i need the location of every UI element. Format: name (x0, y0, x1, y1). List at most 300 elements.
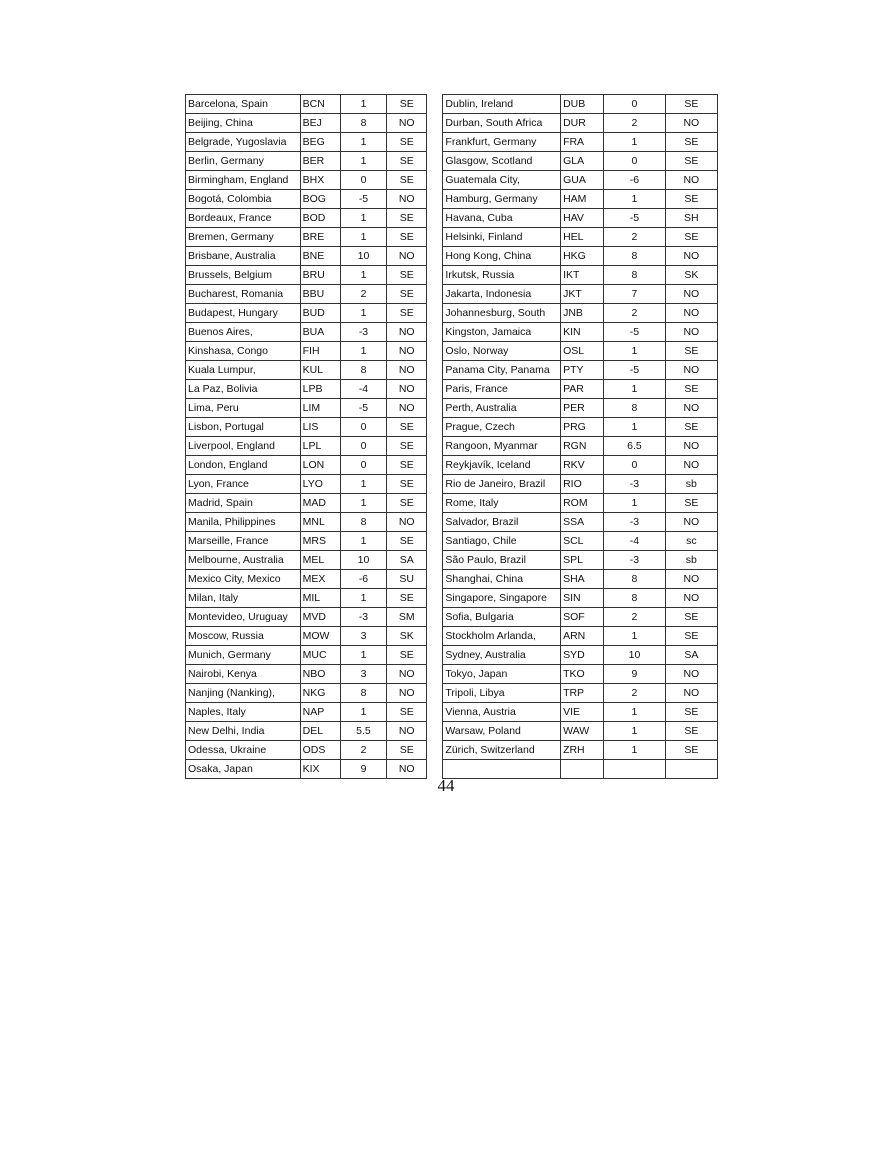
column-gap (427, 171, 443, 190)
left-region-code: NO (387, 665, 427, 684)
table-row (186, 190, 718, 209)
right-city-code: WAW (561, 722, 604, 741)
table-row (186, 494, 718, 513)
right-region-code: NO (665, 247, 717, 266)
left-city-code: LIM (300, 399, 340, 418)
right-region-code: SK (665, 266, 717, 285)
right-region-code: SE (665, 627, 717, 646)
left-city-code: BEG (300, 133, 340, 152)
right-region-code: SE (665, 190, 717, 209)
right-utc-offset: 1 (604, 494, 665, 513)
right-city-code: GUA (561, 171, 604, 190)
left-city-name: Naples, Italy (186, 703, 301, 722)
right-city-name: Prague, Czech (443, 418, 561, 437)
column-gap (427, 266, 443, 285)
right-city-code: PER (561, 399, 604, 418)
left-utc-offset: 8 (340, 684, 386, 703)
left-city-code: NAP (300, 703, 340, 722)
right-city-name: Shanghai, China (443, 570, 561, 589)
right-city-code: SHA (561, 570, 604, 589)
right-region-code: NO (665, 456, 717, 475)
table-row (186, 285, 718, 304)
right-city-code: TRP (561, 684, 604, 703)
right-city-code: JKT (561, 285, 604, 304)
left-city-name: Lima, Peru (186, 399, 301, 418)
right-city-code: SCL (561, 532, 604, 551)
column-gap (427, 703, 443, 722)
left-region-code: SE (387, 266, 427, 285)
table-row (186, 608, 718, 627)
left-city-code: BHX (300, 171, 340, 190)
left-city-code: LON (300, 456, 340, 475)
right-utc-offset: 8 (604, 570, 665, 589)
right-city-code: DUB (561, 95, 604, 114)
left-city-code: LIS (300, 418, 340, 437)
right-city-name: Helsinki, Finland (443, 228, 561, 247)
right-city-name: Panama City, Panama (443, 361, 561, 380)
column-gap (427, 722, 443, 741)
table-row (186, 133, 718, 152)
right-city-name: Johannesburg, South (443, 304, 561, 323)
table-row (186, 665, 718, 684)
left-utc-offset: 1 (340, 133, 386, 152)
right-region-code: SE (665, 380, 717, 399)
right-region-code: NO (665, 665, 717, 684)
left-region-code: SE (387, 95, 427, 114)
left-city-code: DEL (300, 722, 340, 741)
right-utc-offset: 1 (604, 627, 665, 646)
left-utc-offset: 8 (340, 114, 386, 133)
right-utc-offset: 1 (604, 703, 665, 722)
right-city-name: Rome, Italy (443, 494, 561, 513)
right-region-code: SE (665, 608, 717, 627)
right-city-code: ZRH (561, 741, 604, 760)
left-city-name: Bremen, Germany (186, 228, 301, 247)
left-city-name: Marseille, France (186, 532, 301, 551)
right-region-code: NO (665, 684, 717, 703)
left-utc-offset: 0 (340, 171, 386, 190)
left-region-code: NO (387, 114, 427, 133)
right-region-code: SA (665, 646, 717, 665)
right-utc-offset: 8 (604, 247, 665, 266)
left-city-name: Osaka, Japan (186, 760, 301, 779)
left-region-code: SE (387, 418, 427, 437)
right-city-name: Durban, South Africa (443, 114, 561, 133)
right-city-name: Sydney, Australia (443, 646, 561, 665)
left-utc-offset: 3 (340, 665, 386, 684)
column-gap (427, 494, 443, 513)
table-row (186, 247, 718, 266)
right-city-name: Reykjavík, Iceland (443, 456, 561, 475)
right-utc-offset: 2 (604, 304, 665, 323)
right-city-code: SYD (561, 646, 604, 665)
right-city-name: Salvador, Brazil (443, 513, 561, 532)
left-city-name: Manila, Philippines (186, 513, 301, 532)
right-utc-offset: -5 (604, 209, 665, 228)
left-region-code: NO (387, 380, 427, 399)
right-city-name: Havana, Cuba (443, 209, 561, 228)
column-gap (427, 684, 443, 703)
left-utc-offset: 1 (340, 209, 386, 228)
right-utc-offset: -4 (604, 532, 665, 551)
left-region-code: SE (387, 703, 427, 722)
right-city-code: KIN (561, 323, 604, 342)
column-gap (427, 608, 443, 627)
left-utc-offset: 2 (340, 741, 386, 760)
left-utc-offset: 0 (340, 437, 386, 456)
right-city-code: FRA (561, 133, 604, 152)
right-utc-offset: 9 (604, 665, 665, 684)
left-city-code: BCN (300, 95, 340, 114)
column-gap (427, 190, 443, 209)
right-city-name: Glasgow, Scotland (443, 152, 561, 171)
left-city-name: New Delhi, India (186, 722, 301, 741)
column-gap (427, 285, 443, 304)
left-utc-offset: 1 (340, 475, 386, 494)
left-city-name: Madrid, Spain (186, 494, 301, 513)
column-gap (427, 437, 443, 456)
column-gap (427, 209, 443, 228)
left-utc-offset: 1 (340, 228, 386, 247)
right-city-name: Irkutsk, Russia (443, 266, 561, 285)
left-city-name: Odessa, Ukraine (186, 741, 301, 760)
right-region-code: SE (665, 703, 717, 722)
column-gap (427, 247, 443, 266)
table-row (186, 361, 718, 380)
right-city-code: GLA (561, 152, 604, 171)
left-region-code: SE (387, 285, 427, 304)
column-gap (427, 152, 443, 171)
left-city-name: London, England (186, 456, 301, 475)
right-city-name: Warsaw, Poland (443, 722, 561, 741)
left-city-name: Bucharest, Romania (186, 285, 301, 304)
right-region-code: SE (665, 342, 717, 361)
table-row (186, 114, 718, 133)
column-gap (427, 114, 443, 133)
right-utc-offset: 6.5 (604, 437, 665, 456)
left-city-name: Kinshasa, Congo (186, 342, 301, 361)
left-city-name: Barcelona, Spain (186, 95, 301, 114)
left-region-code: SE (387, 133, 427, 152)
left-city-name: Nairobi, Kenya (186, 665, 301, 684)
right-city-name: Singapore, Singapore (443, 589, 561, 608)
left-city-code: BBU (300, 285, 340, 304)
left-city-code: NKG (300, 684, 340, 703)
left-city-code: BEJ (300, 114, 340, 133)
left-region-code: NO (387, 513, 427, 532)
left-region-code: SE (387, 589, 427, 608)
right-city-code: HEL (561, 228, 604, 247)
left-city-code: KUL (300, 361, 340, 380)
right-city-code: DUR (561, 114, 604, 133)
left-city-code: LPB (300, 380, 340, 399)
right-utc-offset: 1 (604, 722, 665, 741)
right-city-name: Vienna, Austria (443, 703, 561, 722)
table-row (186, 570, 718, 589)
right-city-code: TKO (561, 665, 604, 684)
right-utc-offset: 1 (604, 380, 665, 399)
left-city-code: BOD (300, 209, 340, 228)
left-region-code: NO (387, 399, 427, 418)
right-city-name: Sofia, Bulgaria (443, 608, 561, 627)
left-utc-offset: 10 (340, 247, 386, 266)
table-row (186, 418, 718, 437)
right-city-code: RGN (561, 437, 604, 456)
right-city-name: Zürich, Switzerland (443, 741, 561, 760)
left-utc-offset: 5.5 (340, 722, 386, 741)
column-gap (427, 456, 443, 475)
left-city-code: KIX (300, 760, 340, 779)
right-city-code: RKV (561, 456, 604, 475)
left-city-code: LYO (300, 475, 340, 494)
right-city-name: Rangoon, Myanmar (443, 437, 561, 456)
right-city-code: ROM (561, 494, 604, 513)
right-city-code: JNB (561, 304, 604, 323)
column-gap (427, 570, 443, 589)
column-gap (427, 665, 443, 684)
left-city-code: BUD (300, 304, 340, 323)
left-region-code: SE (387, 646, 427, 665)
column-gap (427, 304, 443, 323)
right-city-code: HAM (561, 190, 604, 209)
column-gap (427, 589, 443, 608)
left-region-code: SE (387, 304, 427, 323)
right-city-code: SIN (561, 589, 604, 608)
right-city-name: Guatemala City, (443, 171, 561, 190)
right-region-code: sb (665, 551, 717, 570)
right-city-name: Hong Kong, China (443, 247, 561, 266)
left-city-code: LPL (300, 437, 340, 456)
right-region-code: NO (665, 589, 717, 608)
right-city-code: IKT (561, 266, 604, 285)
right-region-code: SE (665, 152, 717, 171)
left-utc-offset: 2 (340, 285, 386, 304)
left-city-name: Belgrade, Yugoslavia (186, 133, 301, 152)
right-utc-offset: 2 (604, 228, 665, 247)
right-utc-offset: -5 (604, 361, 665, 380)
right-utc-offset: 1 (604, 133, 665, 152)
right-city-name: Oslo, Norway (443, 342, 561, 361)
right-utc-offset: 1 (604, 741, 665, 760)
right-utc-offset: 8 (604, 399, 665, 418)
table-row (186, 171, 718, 190)
left-city-name: Nanjing (Nanking), (186, 684, 301, 703)
right-city-code: VIE (561, 703, 604, 722)
column-gap (427, 646, 443, 665)
left-utc-offset: 0 (340, 456, 386, 475)
left-utc-offset: 1 (340, 304, 386, 323)
table-row (186, 551, 718, 570)
right-city-code: PTY (561, 361, 604, 380)
left-city-code: MNL (300, 513, 340, 532)
left-city-code: MEL (300, 551, 340, 570)
left-city-name: Brussels, Belgium (186, 266, 301, 285)
table-row (186, 475, 718, 494)
right-utc-offset: 10 (604, 646, 665, 665)
right-city-name: São Paulo, Brazil (443, 551, 561, 570)
left-city-code: MAD (300, 494, 340, 513)
table-row (186, 722, 718, 741)
column-gap (427, 532, 443, 551)
left-utc-offset: -3 (340, 323, 386, 342)
right-utc-offset: 0 (604, 95, 665, 114)
right-city-name: Jakarta, Indonesia (443, 285, 561, 304)
right-region-code: NO (665, 285, 717, 304)
left-city-code: BUA (300, 323, 340, 342)
right-city-name: Tokyo, Japan (443, 665, 561, 684)
column-gap (427, 342, 443, 361)
right-city-code: SSA (561, 513, 604, 532)
table-row (186, 703, 718, 722)
left-city-name: Kuala Lumpur, (186, 361, 301, 380)
left-city-name: Liverpool, England (186, 437, 301, 456)
right-region-code: SE (665, 722, 717, 741)
table-row (186, 532, 718, 551)
right-region-code: sb (665, 475, 717, 494)
left-utc-offset: 1 (340, 95, 386, 114)
column-gap (427, 361, 443, 380)
left-region-code: SE (387, 741, 427, 760)
left-region-code: SE (387, 494, 427, 513)
right-region-code: NO (665, 437, 717, 456)
table-row (186, 228, 718, 247)
right-region-code: NO (665, 361, 717, 380)
table-row (186, 380, 718, 399)
left-utc-offset: 9 (340, 760, 386, 779)
left-region-code: SE (387, 437, 427, 456)
left-utc-offset: 8 (340, 361, 386, 380)
table-row (186, 304, 718, 323)
table-row (186, 399, 718, 418)
right-utc-offset: -6 (604, 171, 665, 190)
left-city-code: BOG (300, 190, 340, 209)
right-region-code: SE (665, 741, 717, 760)
left-utc-offset: 1 (340, 266, 386, 285)
right-city-code: PRG (561, 418, 604, 437)
left-region-code: NO (387, 190, 427, 209)
right-city-name: Tripoli, Libya (443, 684, 561, 703)
city-code-table (185, 94, 718, 779)
right-utc-offset: 1 (604, 190, 665, 209)
left-utc-offset: 1 (340, 152, 386, 171)
right-city-code: PAR (561, 380, 604, 399)
table-row (186, 513, 718, 532)
left-region-code: NO (387, 342, 427, 361)
right-utc-offset: -3 (604, 551, 665, 570)
page-number: 44 (437, 776, 455, 795)
column-gap (427, 228, 443, 247)
left-city-code: MVD (300, 608, 340, 627)
left-region-code: SE (387, 532, 427, 551)
left-utc-offset: 1 (340, 494, 386, 513)
right-utc-offset: 8 (604, 266, 665, 285)
left-city-code: ODS (300, 741, 340, 760)
column-gap (427, 133, 443, 152)
right-region-code: SH (665, 209, 717, 228)
right-region-code: SE (665, 228, 717, 247)
table-row (186, 589, 718, 608)
left-utc-offset: -4 (340, 380, 386, 399)
left-city-name: Mexico City, Mexico (186, 570, 301, 589)
table-row (186, 684, 718, 703)
left-city-name: Bordeaux, France (186, 209, 301, 228)
right-region-code: SE (665, 95, 717, 114)
right-utc-offset: 8 (604, 589, 665, 608)
right-city-name: Santiago, Chile (443, 532, 561, 551)
column-gap (427, 323, 443, 342)
left-region-code: NO (387, 361, 427, 380)
left-city-name: Berlin, Germany (186, 152, 301, 171)
left-region-code: NO (387, 684, 427, 703)
right-city-code: HKG (561, 247, 604, 266)
left-utc-offset: 1 (340, 532, 386, 551)
right-utc-offset: 2 (604, 684, 665, 703)
column-gap (427, 418, 443, 437)
left-utc-offset: 1 (340, 703, 386, 722)
left-city-name: Lyon, France (186, 475, 301, 494)
left-region-code: SE (387, 209, 427, 228)
left-city-name: Budapest, Hungary (186, 304, 301, 323)
table-row (186, 437, 718, 456)
left-city-code: BRU (300, 266, 340, 285)
left-region-code: SM (387, 608, 427, 627)
right-utc-offset: 0 (604, 152, 665, 171)
left-region-code: NO (387, 722, 427, 741)
right-utc-offset: 7 (604, 285, 665, 304)
right-city-code: HAV (561, 209, 604, 228)
column-gap (427, 513, 443, 532)
right-city-name: Dublin, Ireland (443, 95, 561, 114)
left-city-name: Melbourne, Australia (186, 551, 301, 570)
right-region-code: SE (665, 418, 717, 437)
left-city-name: Bogotá, Colombia (186, 190, 301, 209)
column-gap (427, 741, 443, 760)
table-row (186, 342, 718, 361)
right-utc-offset: -3 (604, 475, 665, 494)
right-region-code: NO (665, 323, 717, 342)
left-utc-offset: 3 (340, 627, 386, 646)
right-region-code: NO (665, 399, 717, 418)
left-city-code: BER (300, 152, 340, 171)
left-city-name: Beijing, China (186, 114, 301, 133)
left-city-name: Moscow, Russia (186, 627, 301, 646)
right-region-code: SE (665, 133, 717, 152)
left-region-code: NO (387, 323, 427, 342)
left-utc-offset: 0 (340, 418, 386, 437)
right-city-name: Hamburg, Germany (443, 190, 561, 209)
right-utc-offset: 2 (604, 608, 665, 627)
left-region-code: SE (387, 152, 427, 171)
left-utc-offset: 8 (340, 513, 386, 532)
table-row (186, 323, 718, 342)
left-city-code: MRS (300, 532, 340, 551)
right-region-code: sc (665, 532, 717, 551)
right-region-code: NO (665, 304, 717, 323)
left-city-code: BNE (300, 247, 340, 266)
table-body (186, 95, 718, 779)
left-city-name: Lisbon, Portugal (186, 418, 301, 437)
right-city-name: Perth, Australia (443, 399, 561, 418)
left-region-code: SE (387, 171, 427, 190)
left-city-code: BRE (300, 228, 340, 247)
left-city-code: MIL (300, 589, 340, 608)
left-city-name: Buenos Aires, (186, 323, 301, 342)
table-row (186, 627, 718, 646)
right-region-code: SE (665, 494, 717, 513)
right-utc-offset: 2 (604, 114, 665, 133)
left-city-code: MOW (300, 627, 340, 646)
column-gap (427, 627, 443, 646)
